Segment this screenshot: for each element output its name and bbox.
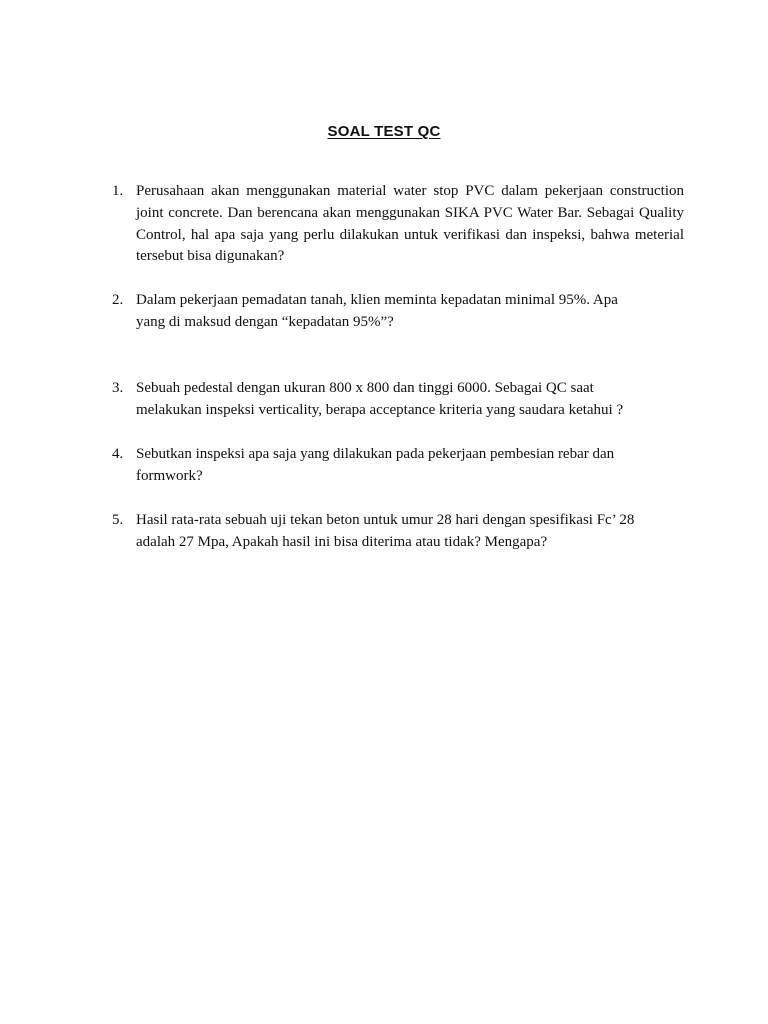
document-title-text: SOAL TEST QC bbox=[327, 123, 441, 140]
question-text: Perusahaan akan menggunakan material water stop PVC dalam pekerjaan construction joint concrete. Dan berencana akan menggunakan SIKA PVC Water Bar. Sebagai Quality Control, hal apa saja yang perlu dilakukan untuk verifikasi dan inspeksi, bahwa meterial tersebut bisa digunakan? bbox=[136, 183, 684, 265]
question-number: 2. bbox=[112, 292, 124, 308]
question-item-2 bbox=[112, 290, 684, 334]
question-number: 4. bbox=[112, 446, 124, 462]
question-number: 5. bbox=[112, 512, 124, 528]
question-text: Hasil rata-rata sebuah uji tekan beton untuk umur 28 hari dengan spesifikasi Fc’ 28 adalah 27 Mpa, Apakah hasil ini bisa diterima atau tidak? Mengapa? bbox=[136, 512, 635, 550]
question-item-4 bbox=[112, 444, 684, 488]
question-item-5 bbox=[112, 510, 684, 554]
document-title bbox=[0, 123, 768, 140]
question-item-1 bbox=[112, 181, 684, 268]
question-text: Dalam pekerjaan pemadatan tanah, klien meminta kepadatan minimal 95%. Apa yang di maksud dengan “kepadatan 95%”? bbox=[136, 292, 618, 330]
question-text: Sebuah pedestal dengan ukuran 800 x 800 dan tinggi 6000. Sebagai QC saat melakukan inspeksi verticality, berapa acceptance kriteria yang saudara ketahui ? bbox=[136, 380, 624, 418]
question-number: 1. bbox=[112, 183, 124, 199]
question-item-3 bbox=[112, 378, 684, 422]
question-number: 3. bbox=[112, 380, 124, 396]
question-text: Sebutkan inspeksi apa saja yang dilakukan pada pekerjaan pembesian rebar dan formwork? bbox=[136, 446, 615, 484]
